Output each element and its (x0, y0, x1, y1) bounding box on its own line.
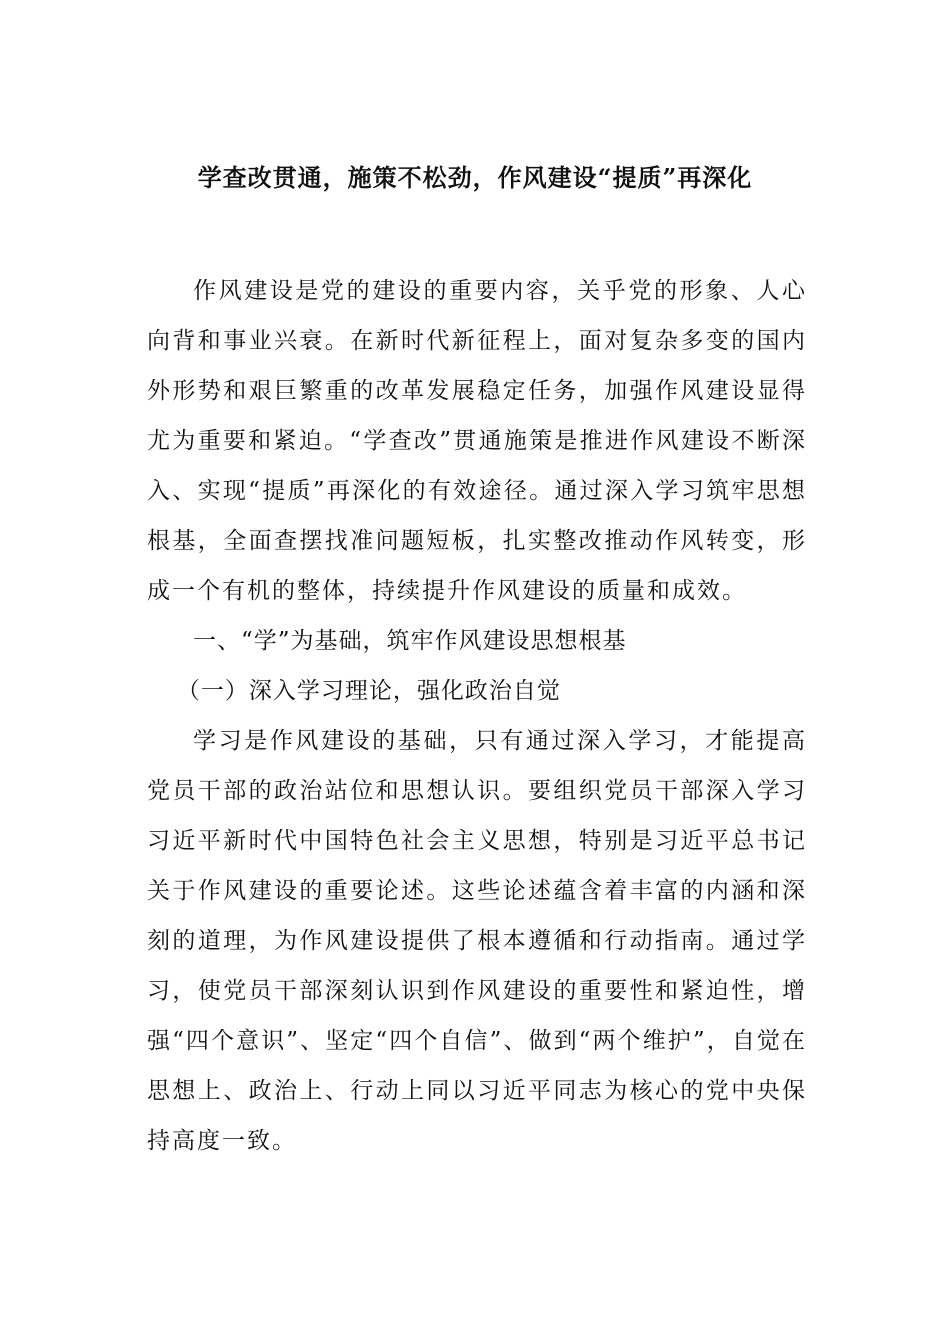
subsection-heading-1: （一）深入学习理论，强化政治自觉 (176, 678, 561, 704)
intro-paragraph: 作风建设是党的建设的重要内容，关乎党的形象、人心向背和事业兴衰。在新时代新征程上，面对复杂多变的国内外形势和艰巨繁重的改革发展稳定任务，加强作风建设显得尤为重要和紧迫。“学查改”贯通施策是推进作风建设不断深入、实现“提质”再深化的有效途径。通过深入学习筑牢思想根基，全面查摆找准问题短板，扎实整改推动作风转变，形成一个有机的整体，持续提升作风建设的质量和成效。 (147, 278, 807, 604)
document-title: 学查改贯通，施策不松劲，作风建设“提质”再深化 (197, 163, 753, 192)
section-heading-1: 一、“学”为基础，筑牢作风建设思想根基 (193, 628, 627, 654)
subsection-paragraph-1: 学习是作风建设的基础，只有通过深入学习，才能提高党员干部的政治站位和思想认识。要组织党员干部深入学习习近平新时代中国特色社会主义思想，特别是习近平总书记关于作风建设的重要论述。这些论述蕴含着丰富的内涵和深刻的道理，为作风建设提供了根本遵循和行动指南。通过学习，使党员干部深刻认识到作风建设的重要性和紧迫性，增强“四个意识”、坚定“四个自信”、做到“两个维护”，自觉在思想上、政治上、行动上同以习近平同志为核心的党中央保持高度一致。 (147, 728, 807, 1154)
document-body (147, 266, 807, 1166)
